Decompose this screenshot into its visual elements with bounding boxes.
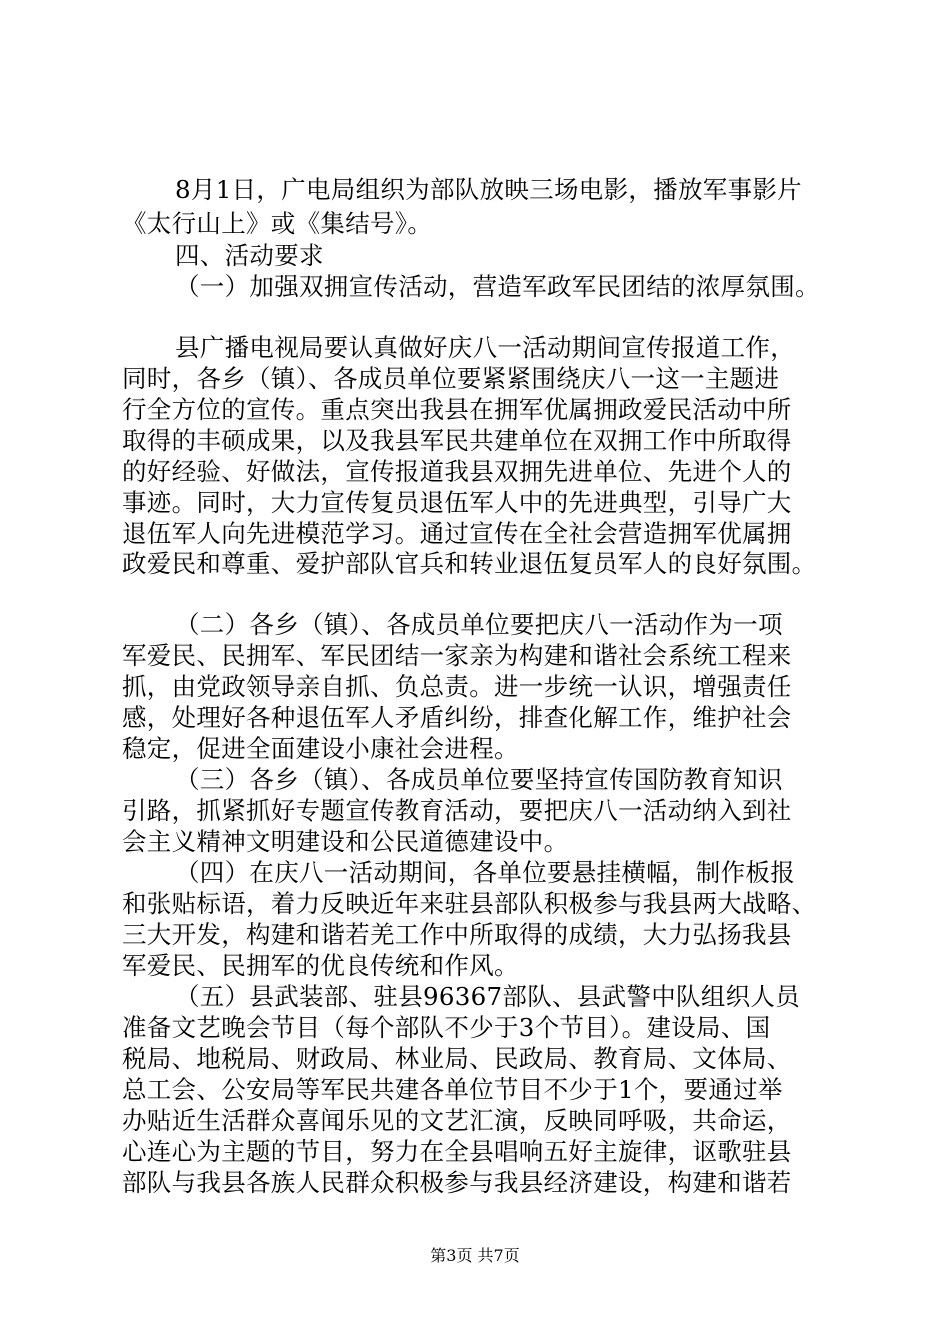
text-line: 部队与我县各族人民群众积极参与我县经济建设，构建和谐若 — [122, 1168, 792, 1197]
text-line: （五）县武装部、驻县96367部队、县武警中队组织人员 — [175, 982, 801, 1011]
text-line: （三）各乡（镇）、各成员单位要坚持宣传国防教育知识 — [175, 765, 783, 794]
text-line: 和张贴标语，着力反映近年来驻县部队积极参与我县两大战略、 — [122, 889, 817, 918]
text-line: （二）各乡（镇）、各成员单位要把庆八一活动作为一项 — [175, 610, 783, 639]
text-line: 引路，抓紧抓好专题宣传教育活动，要把庆八一活动纳入到社 — [122, 796, 792, 825]
text-line: 取得的丰硕成果，以及我县军民共建单位在双拥工作中所取得 — [122, 426, 792, 455]
text-line: 军爱民、民拥军的优良传统和作风。 — [122, 951, 519, 980]
text-line: 军爱民、民拥军、军民团结一家亲为构建和谐社会系统工程来 — [122, 641, 792, 670]
text-line: 抓，由党政领导亲自抓、负总责。进一步统一认识，增强责任 — [122, 672, 792, 701]
text-line: 8月1日，广电局组织为部队放映三场电影，播放军事影片 — [175, 175, 802, 204]
text-line: 准备文艺晚会节目（每个部队不少于3个节目）。建设局、国 — [122, 1013, 771, 1042]
text-line: 退伍军人向先进模范学习。通过宣传在全社会营造拥军优属拥 — [122, 519, 792, 548]
page-number: 第3页 共7页 — [430, 1246, 520, 1265]
text-line: 心连心为主题的节目，努力在全县唱响五好主旋律，讴歌驻县 — [122, 1137, 792, 1166]
text-line: 会主义精神文明建设和公民道德建设中。 — [122, 827, 569, 856]
text-line: 的好经验、好做法，宣传报道我县双拥先进单位、先进个人的 — [122, 457, 792, 486]
text-line: 同时，各乡（镇）、各成员单位要紧紧围绕庆八一这一主题进 — [122, 364, 780, 393]
section-heading: 四、活动要求 — [175, 241, 324, 270]
text-line: 县广播电视局要认真做好庆八一活动期间宣传报道工作， — [175, 333, 795, 362]
text-line: 事迹。同时，大力宣传复员退伍军人中的先进典型，引导广大 — [122, 488, 792, 517]
text-line: 稳定，促进全面建设小康社会进程。 — [122, 734, 519, 763]
text-line: 行全方位的宣传。重点突出我县在拥军优属拥政爱民活动中所 — [122, 395, 792, 424]
text-line: 感，处理好各种退伍军人矛盾纠纷，排查化解工作，维护社会 — [122, 703, 792, 732]
subsection-heading: （一）加强双拥宣传活动，营造军政军民团结的浓厚氛围。 — [175, 272, 820, 301]
text-line: 税局、地税局、财政局、林业局、民政局、教育局、文体局、 — [122, 1044, 792, 1073]
text-line: 办贴近生活群众喜闻乐见的文艺汇演，反映同呼吸，共命运， — [122, 1106, 792, 1135]
text-line: 总工会、公安局等军民共建各单位节目不少于1个，要通过举 — [122, 1075, 783, 1104]
text-line: 三大开发，构建和谐若羌工作中所取得的成绩，大力弘扬我县 — [122, 920, 792, 949]
text-line: 《太行山上》或《集结号》。 — [122, 209, 433, 238]
text-line: 政爱民和尊重、爱护部队官兵和转业退伍复员军人的良好氛围。 — [122, 549, 817, 578]
text-line: （四）在庆八一活动期间，各单位要悬挂横幅，制作板报 — [175, 858, 795, 887]
